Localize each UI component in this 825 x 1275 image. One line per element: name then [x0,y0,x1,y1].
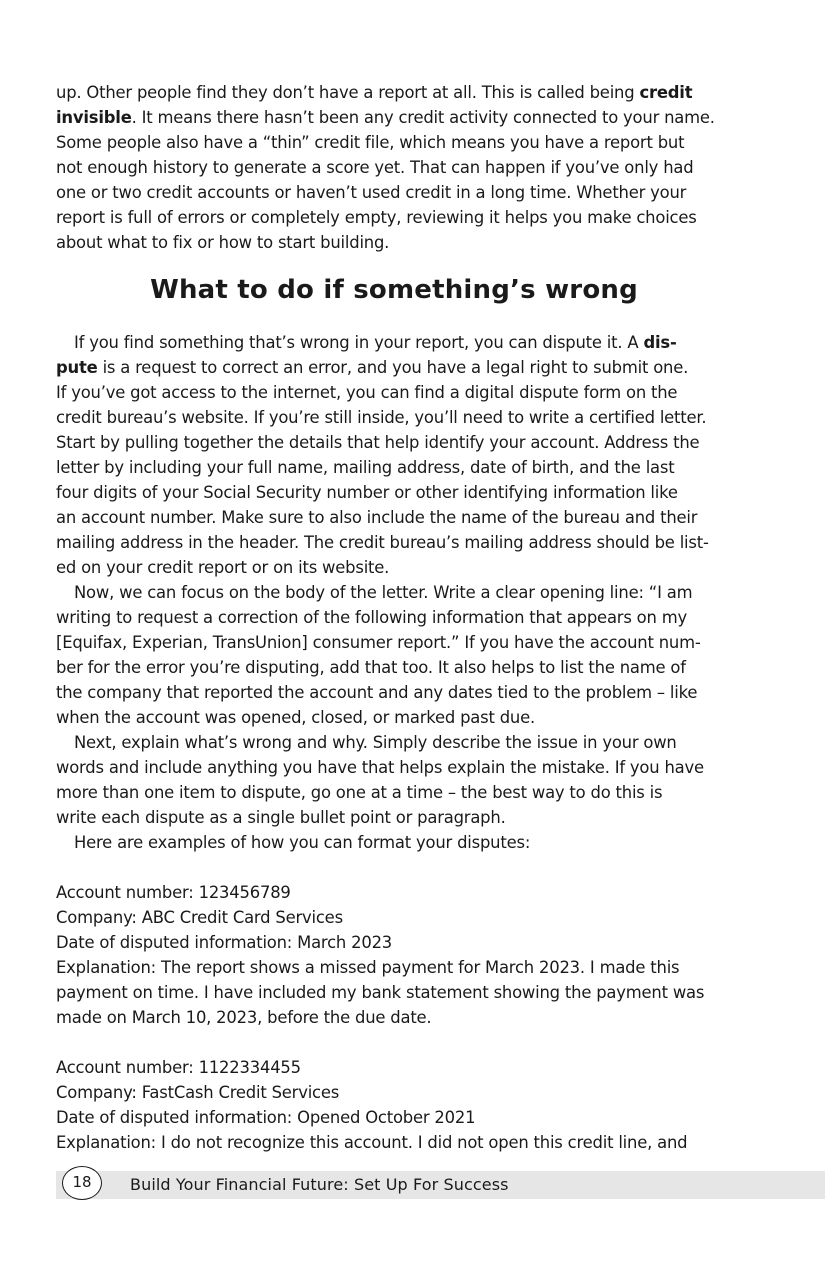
text-line: credit bureau’s website. If you’re still inside, you’ll need to write a certified letter. [56,408,707,427]
text-line: Date of disputed information: Opened October 2021 [56,1108,476,1127]
text-line: Date of disputed information: March 2023 [56,933,393,952]
text-line: more than one item to dispute, go one at a time – the best way to do this is [56,783,663,802]
text-line: invisible. It means there hasn’t been any credit activity connected to your name. [56,108,715,127]
paragraph [56,330,732,580]
dispute-examples [56,880,732,1155]
text-line: one or two credit accounts or haven’t used credit in a long time. Whether your [56,183,687,202]
dispute-example [56,880,732,1030]
footer-title: Build Your Financial Future: Set Up For Success [130,1175,509,1194]
text-line: report is full of errors or completely empty, reviewing it helps you make choices [56,208,697,227]
text-line: Account number: 123456789 [56,883,291,902]
paragraph [56,830,732,855]
text-line: Explanation: The report shows a missed payment for March 2023. I made this [56,958,680,977]
text-line: Start by pulling together the details that help identify your account. Address the [56,433,700,452]
text-line: the company that reported the account and any dates tied to the problem – like [56,683,698,702]
spacer [56,1030,732,1055]
text-line: not enough history to generate a score yet. That can happen if you’ve only had [56,158,694,177]
text-line: write each dispute as a single bullet point or paragraph. [56,808,506,827]
text-line: Company: ABC Credit Card Services [56,908,343,927]
text-line: Account number: 1122334455 [56,1058,301,1077]
text-line: Company: FastCash Credit Services [56,1083,340,1102]
defined-term: dis- [643,333,677,352]
paragraph [56,580,732,730]
page-number: 18 [62,1166,102,1200]
text-line: Now, we can focus on the body of the letter. Write a clear opening line: “I am [74,583,693,602]
text-line: If you find something that’s wrong in your report, you can dispute it. A dis- [74,333,677,352]
text-line: about what to fix or how to start building. [56,233,390,252]
intro-paragraph [56,80,732,255]
text-line: [Equifax, Experian, TransUnion] consumer report.” If you have the account num- [56,633,701,652]
text-line: Explanation: I do not recognize this account. I did not open this credit line, and [56,1133,688,1152]
text-line: Here are examples of how you can format your disputes: [74,833,531,852]
text-line: four digits of your Social Security number or other identifying information like [56,483,678,502]
defined-term: invisible [56,108,132,127]
paragraph [56,730,732,830]
text-line: writing to request a correction of the following information that appears on my [56,608,687,627]
body-text [56,330,732,855]
section-heading: What to do if something’s wrong [150,275,638,305]
defined-term: credit [639,83,693,102]
dispute-example [56,1055,732,1155]
text-line: when the account was opened, closed, or marked past due. [56,708,535,727]
text-line: up. Other people find they don’t have a report at all. This is called being credit [56,83,693,102]
text-line: made on March 10, 2023, before the due date. [56,1008,432,1027]
text-line: an account number. Make sure to also include the name of the bureau and their [56,508,698,527]
text-line: pute is a request to correct an error, and you have a legal right to submit one. [56,358,689,377]
text-line: payment on time. I have included my bank statement showing the payment was [56,983,705,1002]
text-line: Some people also have a “thin” credit file, which means you have a report but [56,133,685,152]
text-line: Next, explain what’s wrong and why. Simply describe the issue in your own [74,733,677,752]
text-line: mailing address in the header. The credit bureau’s mailing address should be list- [56,533,709,552]
text-line: ed on your credit report or on its website. [56,558,390,577]
text-line: letter by including your full name, mailing address, date of birth, and the last [56,458,675,477]
defined-term: pute [56,358,98,377]
text-line: words and include anything you have that helps explain the mistake. If you have [56,758,704,777]
text-line: If you’ve got access to the internet, you can find a digital dispute form on the [56,383,678,402]
text-line: ber for the error you’re disputing, add that too. It also helps to list the name of [56,658,686,677]
